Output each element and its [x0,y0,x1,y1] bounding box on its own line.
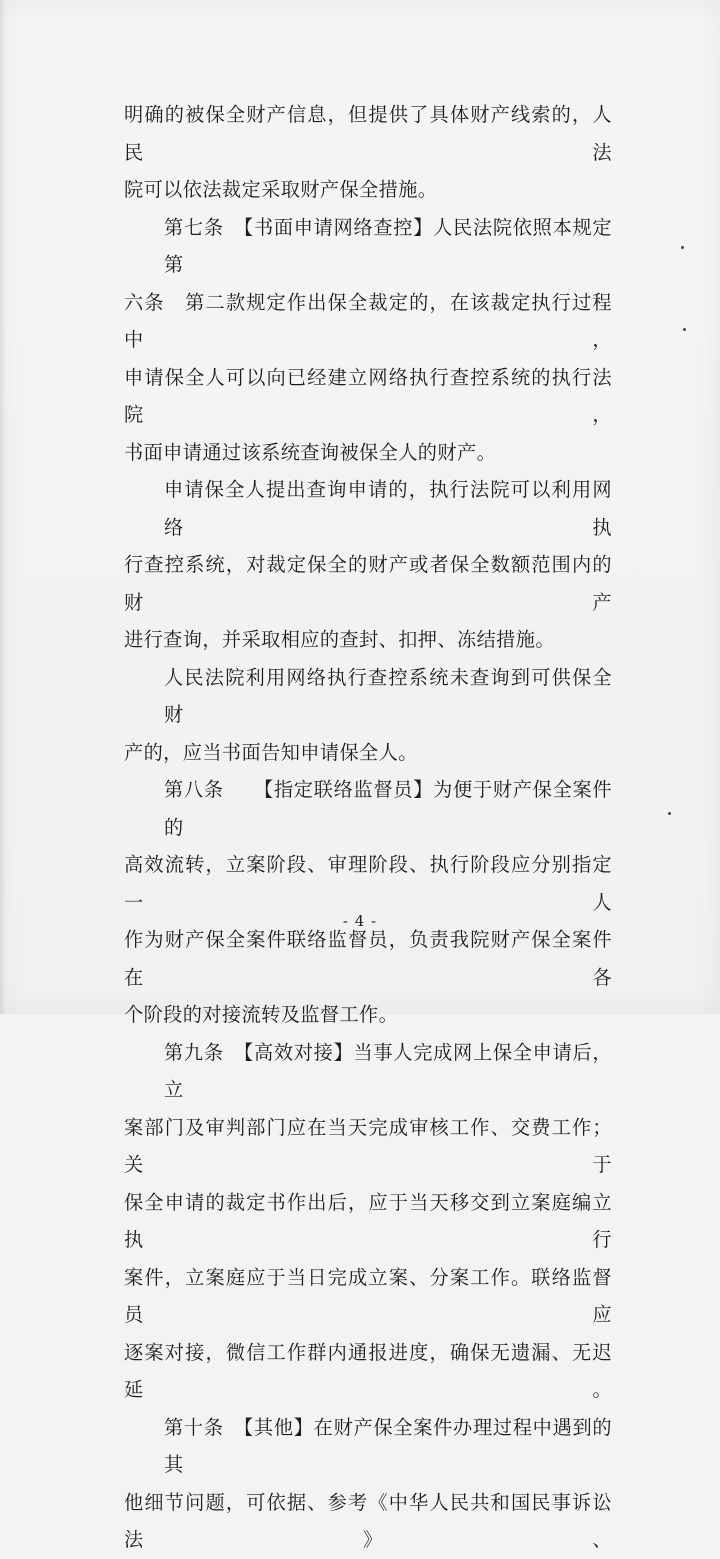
scan-speck [683,328,686,331]
scan-edge-left [0,0,6,1014]
body-line: 明确的被保全财产信息，但提供了具体财产线索的，人民法 [124,103,612,164]
body-line: 保全申请的裁定书作出后，应于当天移交到立案庭编立执行 [124,1190,612,1251]
body-line: 作为财产保全案件联络监督员，负责我院财产保全案件在各 [124,928,612,989]
body-line: 申请保全人可以向已经建立网络执行查控系统的执行法院， [124,365,612,426]
body-line: 六条 第二款规定作出保全裁定的，在该裁定执行过程中， [124,290,612,351]
page-number: - 4 - [342,912,378,930]
article-7-heading-line: 第七条 【书面申请网络查控】人民法院依照本规定第 [164,215,612,276]
body-line: 书面申请通过该系统查询被保全人的财产。 [124,440,497,464]
paragraph-start-line: 申请保全人提出查询申请的，执行法院可以利用网络执 [164,478,612,539]
paragraph-start-line: 人民法院利用网络执行查控系统未查询到可供保全财 [164,665,612,726]
body-line: 案部门及审判部门应在当天完成审核工作、交费工作；关于 [124,1115,612,1176]
body-line: 产的，应当书面告知申请保全人。 [124,740,418,764]
body-line: 他细节问题，可依据、参考《中华人民共和国民事诉讼法》、 [124,1490,612,1551]
body-line: 逐案对接，微信工作群内通报进度，确保无遗漏、无迟延。 [124,1340,612,1401]
article-9-heading-line: 第九条 【高效对接】当事人完成网上保全申请后，立 [164,1040,612,1101]
body-line: 进行查询，并采取相应的查封、扣押、冻结措施。 [124,628,555,651]
body-line: 高效流转，立案阶段、审理阶段、执行阶段应分别指定一人 [124,853,612,914]
scan-speck [681,246,684,249]
body-line: 案件，立案庭应于当日完成立案、分案工作。联络监督员应 [124,1265,612,1326]
document-body [124,96,612,1559]
article-10-heading-line: 第十条 【其他】在财产保全案件办理过程中遇到的其 [164,1415,612,1476]
body-line: 院可以依法裁定采取财产保全措施。 [124,178,438,201]
article-8-heading-line: 第八条 【指定联络监督员】为便于财产保全案件的 [164,778,612,839]
body-line: 行查控系统，对裁定保全的财产或者保全数额范围内的财产 [124,553,612,614]
scan-speck [668,812,671,815]
body-line: 个阶段的对接流转及监督工作。 [124,1003,399,1026]
